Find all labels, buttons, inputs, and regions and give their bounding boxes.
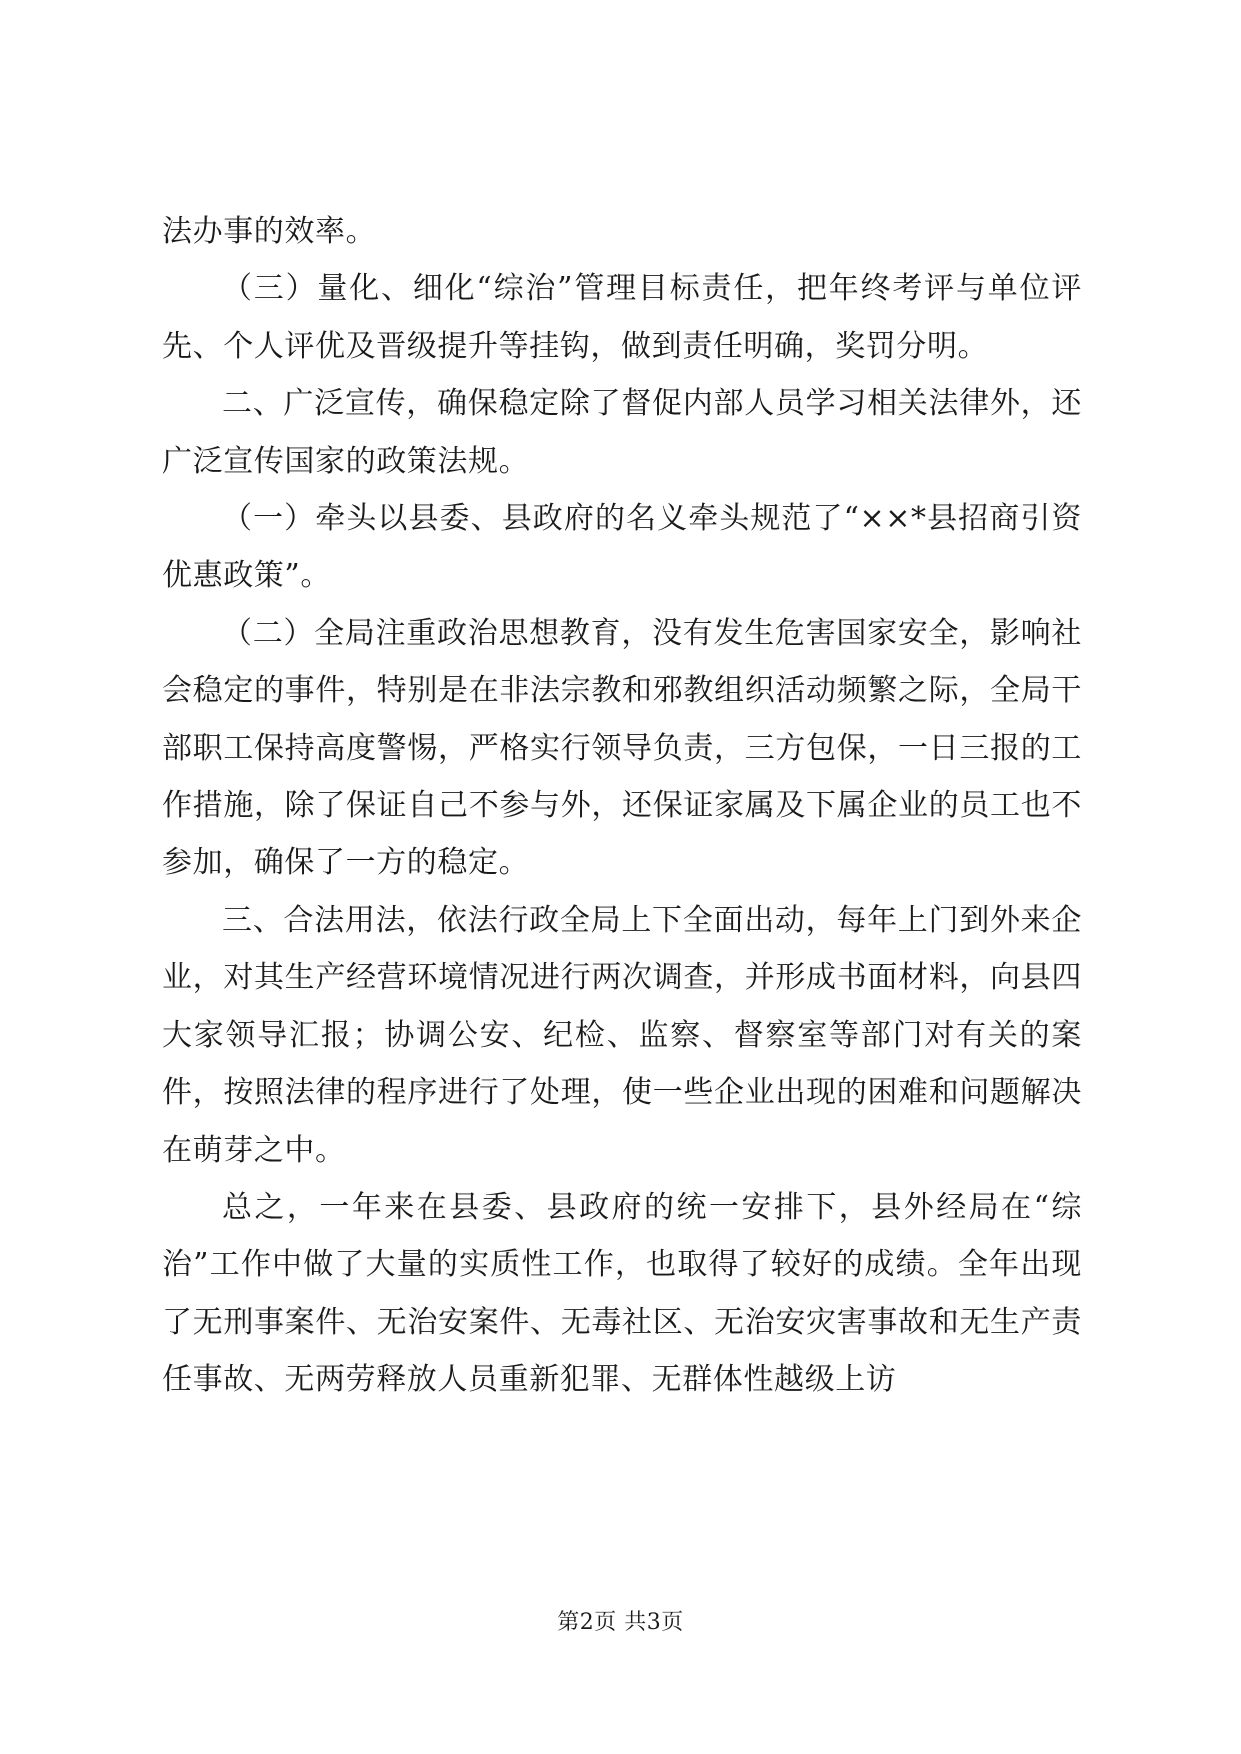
paragraph-item-two: （二）全局注重政治思想教育，没有发生危害国家安全，影响社会稳定的事件，特别是在非法宗教和邪教组织活动频繁之际，全局干部职工保持高度警惕，严格实行领导负责，三方包保，一日三报的工作措施，除了保证自己不参与外，还保证家属及下属企业的员工也不参加，确保了一方的稳定。 — [162, 615, 1082, 881]
paragraph-summary: 总之，一年来在县委、县政府的统一安排下，县外经局在“综治”工作中做了大量的实质性工作，也取得了较好的成绩。全年出现了无刑事案件、无治安案件、无毒社区、无治安灾害事故和无生产责任事故、无两劳释放人员重新犯罪、无群体性越级上访 — [162, 1189, 1082, 1398]
page-number-footer: 第2页 共3页 — [557, 1610, 684, 1635]
paragraph-section-three: 三、合法用法，依法行政全局上下全面出动，每年上门到外来企业，对其生产经营环境情况进行两次调查，并形成书面材料，向县四大家领导汇报；协调公安、纪检、监察、督察室等部门对有关的案件，按照法律的程序进行了处理，使一些企业出现的困难和问题解决在萌芽之中。 — [162, 902, 1082, 1168]
paragraph-section-two: 二、广泛宣传，确保稳定除了督促内部人员学习相关法律外，还广泛宣传国家的政策法规。 — [162, 386, 1082, 479]
paragraph-continuation: 法办事的效率。 — [162, 214, 377, 249]
paragraph-item-one: （一）牵头以县委、县政府的名义牵头规范了“××*县招商引资优惠政策”。 — [162, 501, 1082, 594]
paragraph-item-three: （三）量化、细化“综治”管理目标责任，把年终考评与单位评先、个人评优及晋级提升等挂钩，做到责任明确，奖罚分明。 — [162, 271, 1082, 364]
document-body — [162, 203, 1082, 1409]
